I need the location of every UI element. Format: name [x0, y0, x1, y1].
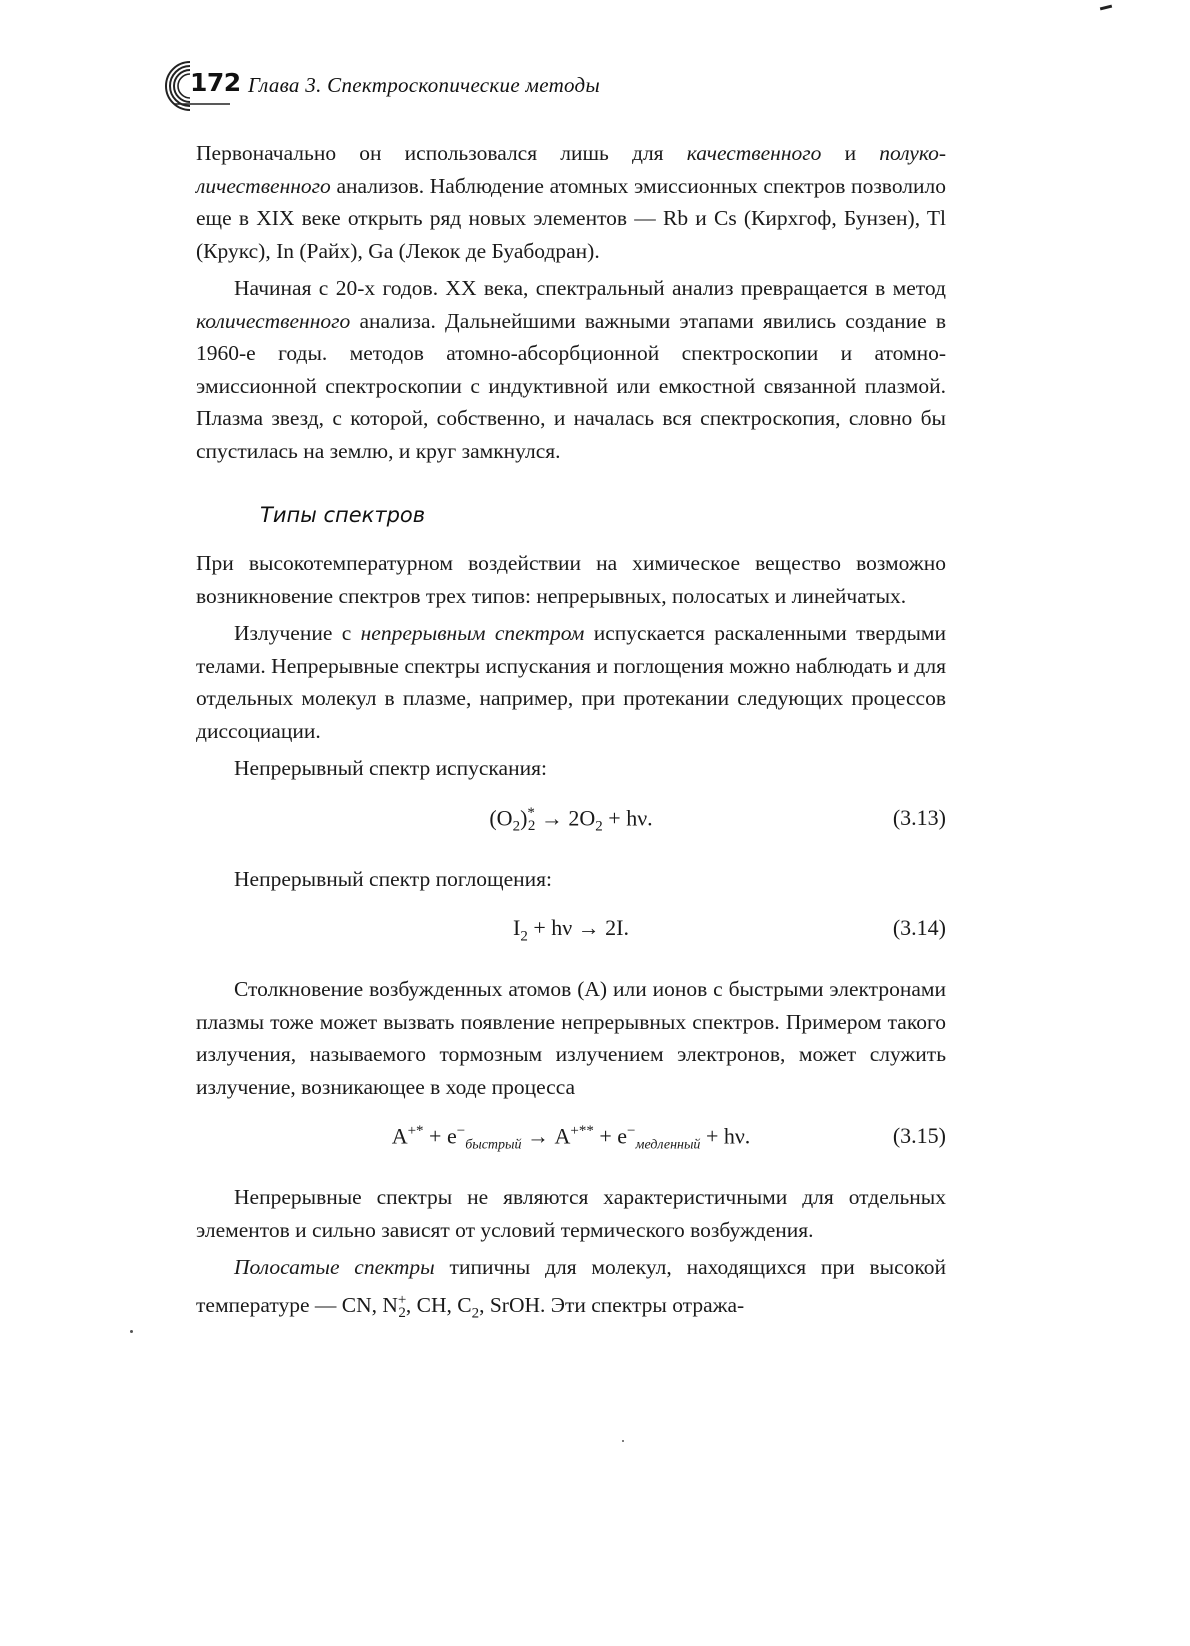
- equation-formula: $(O_2)^*_2 \to 2O_2 + h\nu$.: [489, 804, 653, 835]
- paragraph: Начиная с 20-х годов. XX века, спектральный анализ превращается в метод количественного анализа. Дальнейшими важными этапами явились создание в 1960-е годы. методов атомно-абсорбционной спектроскопии и атомно-эмиссионной спектроскопии с индуктивной или емкостной связанной плазмой. Плазма звезд, с которой, собственно, и началась вся спектроскопия, словно бы спустилась на землю, и круг замкнулся.: [196, 276, 946, 463]
- page-body: [196, 137, 946, 1329]
- scan-speck: [130, 1330, 133, 1333]
- paragraph: При высокотемпературном воздействии на химическое вещество возможно возникновение спектров трех типов: непрерывных, полосатых и линейчатых.: [196, 551, 946, 608]
- scan-speck: [622, 1440, 624, 1442]
- scan-mark: [1100, 5, 1112, 11]
- paragraph: Излучение с непрерывным спектром испускается раскаленными твердыми телами. Непрерывные спектры испускания и поглощения можно наблюдать и для отдельных молекул в плазме, например, при протекании следующих процессов диссоциации.: [196, 621, 946, 743]
- equation-number: (3.14): [892, 915, 946, 940]
- paragraph: Непрерывный спектр поглощения:: [234, 866, 553, 891]
- paragraph: Полосатые спектры типичны для молекул, находящихся при высокой температуре — CN, $N^+_2$, CH, $C_2$, SrOH. Эти спектры отража-: [196, 1255, 946, 1321]
- equation-number: (3.13): [892, 804, 946, 830]
- equation-formula: $I_2 + h\nu \to 2I$.: [512, 915, 629, 945]
- section-title: Типы спектров: [260, 503, 426, 527]
- paragraph: Первоначально он использовался лишь для качественного и полуко-личественного анализов. Наблюдение атомных эмиссионных спектров позволило еще в XIX веке открыть ряд новых элементов — Rb и Cs (Кирхгоф, Бунзен), Tl (Крукс), In (Райх), Ga (Лекок де Буабодран).: [196, 141, 946, 263]
- page-number: 172: [190, 68, 241, 97]
- paragraph: Непрерывный спектр испускания:: [234, 756, 547, 780]
- equation-formula: $A^{+*} + e^-_{быстрый} \to A^{+**} + e^-_{медленный} + h\nu$.: [391, 1123, 751, 1153]
- paragraph: Непрерывные спектры не являются характеристичными для отдельных элементов и сильно зависят от условий термического возбуждения.: [196, 1185, 946, 1242]
- equation-number: (3.15): [892, 1123, 946, 1148]
- equation-3-14: [196, 907, 946, 959]
- equation-3-15: [196, 1115, 946, 1167]
- equation-3-13: [196, 797, 946, 849]
- paragraph: Столкновение возбужденных атомов (A) или ионов с быстрыми электронами плазмы тоже может вызвать появление непрерывных спектров. Примером такого излучения, называемого тормозным излучением электронов, может служить излучение, возникающее в ходе процесса: [196, 977, 946, 1099]
- page-header: [160, 58, 980, 118]
- running-title: Глава 3. Спектроскопические методы: [248, 73, 601, 97]
